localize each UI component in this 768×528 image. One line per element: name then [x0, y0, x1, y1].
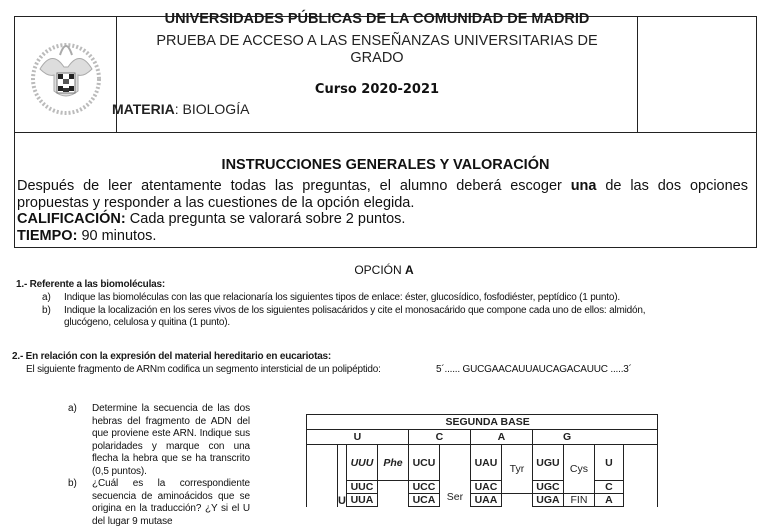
codon-uac: UAC — [470, 481, 501, 494]
second-base-title: SEGUNDA BASE — [338, 415, 658, 430]
codon-ucc: UCC — [408, 481, 439, 494]
time-label: TIEMPO: — [17, 227, 78, 244]
codon-uca: UCA — [408, 494, 439, 507]
subject-label: MATERIA — [112, 101, 175, 117]
blank-col — [623, 445, 657, 507]
line1-post: de las dos opciones — [596, 178, 749, 194]
question-1a-label: a) — [42, 292, 51, 303]
university-crest-icon — [26, 29, 106, 121]
instructions-line-2: propuestas y responder a las cuestiones de la opción elegida. — [17, 194, 415, 211]
aa-stop-cell — [501, 494, 532, 507]
third-base-c: C — [594, 481, 623, 494]
instructions-title: INSTRUCCIONES GENERALES Y VALORACIÓN — [221, 157, 550, 173]
codon-ugc: UGC — [532, 481, 563, 494]
question-1b-label: b) — [42, 305, 51, 316]
logo-cell — [15, 17, 117, 132]
aa-fin: FIN — [563, 494, 594, 507]
time-text: 90 minutos. — [77, 227, 157, 244]
question-1b-text: Indique la localización en los seres vivos de los siguientes polisacáridos y cite el monosacárido que compone cada uno de ellos: almidón, — [64, 305, 646, 316]
header-blank-cell — [637, 17, 756, 132]
instructions-line-1 — [17, 178, 748, 195]
codon-uuu: UUU — [346, 445, 377, 481]
question-2a-label: a) — [68, 403, 77, 414]
question-1-heading: 1.- Referente a las biomoléculas: — [16, 279, 166, 290]
header-title: UNIVERSIDADES PÚBLICAS DE LA COMUNIDAD DE MADRID — [164, 11, 590, 27]
time-line — [17, 228, 748, 245]
line1-pre: Después de leer atentamente todas las preguntas, el alumno deberá escoger — [17, 178, 571, 194]
codon-ucu: UCU — [408, 445, 439, 481]
col-header-a: A — [470, 430, 532, 445]
first-base-u: U — [338, 445, 347, 507]
aa-tyr: Tyr — [501, 445, 532, 494]
question-2a-text: Determine la secuencia de las dos hebras del fragmento de ADN del que proviene este ARN. Indique sus polaridades y marque con una flecha la hebra que se ha transcrito (0,5 puntos). — [92, 403, 250, 477]
option-label: OPCIÓN — [354, 263, 405, 277]
instructions-box — [14, 133, 757, 248]
question-1a-text: Indique las biomoléculas con las que relacionaría los siguientes tipos de enlace: éster, glucosídico, fosfodiéster, peptídico (1 punto). — [64, 292, 620, 303]
grading-text: Cada pregunta se valorará sobre 2 puntos. — [125, 211, 406, 227]
aa-ser: Ser — [439, 445, 470, 507]
subject — [112, 101, 249, 117]
col-header-c: C — [408, 430, 470, 445]
instructions-text — [17, 178, 748, 244]
question-2-intro: El siguiente fragmento de ARNm codifica un segmento intersticial de un polipéptido: — [26, 364, 381, 375]
third-base-u: U — [594, 445, 623, 481]
third-base-a: A — [594, 494, 623, 507]
subtitle-line-1: PRUEBA DE ACCESO A LAS ENSEÑANZAS UNIVERSITARIAS DE — [156, 33, 598, 49]
subject-value: : BIOLOGÍA — [174, 101, 250, 117]
genetic-code-table — [306, 414, 658, 507]
grading-line — [17, 211, 748, 228]
mrna-sequence: 5´...... GUCGAACAUUAUCAGACAUUC .....3´ — [436, 364, 632, 375]
grading-label: CALIFICACIÓN: — [17, 211, 126, 227]
codon-uaa: UAA — [470, 494, 501, 507]
first-base-col — [307, 445, 338, 507]
aa-cys: Cys — [563, 445, 594, 494]
question-1b-text-cont: glucógeno, celulosa y quitina (1 punto). — [64, 317, 231, 328]
corner-cell — [307, 415, 338, 430]
course-year: Curso 2020-2021 — [314, 82, 440, 97]
question-2-heading: 2.- En relación con la expresión del material hereditario en eucariotas: — [12, 351, 332, 362]
codon-uau: UAU — [470, 445, 501, 481]
codon-uga: UGA — [532, 494, 563, 507]
aa-phe: Phe — [377, 445, 408, 481]
col-header-u: U — [307, 430, 409, 445]
codon-uuc: UUC — [346, 481, 377, 494]
subtitle-line-2: GRADO — [350, 50, 404, 66]
header-subtitle — [116, 33, 638, 67]
line1-bold: una — [570, 178, 597, 194]
question-2b-text: ¿Cuál es la correspondiente secuencia de aminoácidos que se origina en la traducción? ¿Y si el U del lugar 9 mutase — [92, 478, 250, 527]
codon-ugu: UGU — [532, 445, 563, 481]
col-header-g: G — [532, 430, 657, 445]
codon-uua: UUA — [346, 494, 377, 507]
option-heading — [0, 263, 768, 277]
aa-leu-cell — [377, 481, 408, 507]
option-letter: A — [405, 263, 414, 277]
question-2b-label: b) — [68, 478, 77, 489]
